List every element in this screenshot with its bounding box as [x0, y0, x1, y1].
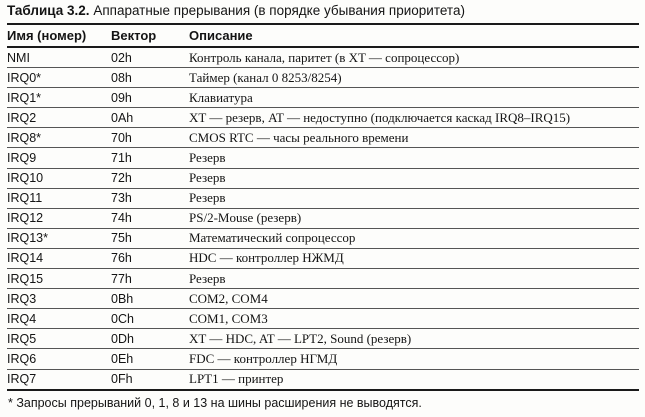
cell-name: IRQ4: [7, 309, 111, 329]
table-row: [7, 289, 639, 309]
table-row: [7, 68, 639, 88]
cell-name: IRQ7: [7, 369, 111, 390]
cell-name: IRQ5: [7, 329, 111, 349]
cell-description: XT — HDC, AT — LPT2, Sound (резерв): [189, 329, 639, 349]
cell-description: PS/2-Mouse (резерв): [189, 208, 639, 228]
cell-name: IRQ6: [7, 349, 111, 369]
cell-vector: 72h: [111, 168, 189, 188]
cell-description: COM1, COM3: [189, 309, 639, 329]
table-row: [7, 128, 639, 148]
table-row: [7, 88, 639, 108]
cell-vector: 02h: [111, 47, 189, 68]
cell-name: IRQ3: [7, 289, 111, 309]
cell-name: IRQ2: [7, 108, 111, 128]
cell-vector: 0Eh: [111, 349, 189, 369]
cell-name: IRQ14: [7, 248, 111, 268]
table-footnote: * Запросы прерываний 0, 1, 8 и 13 на шины расширения не выводятся.: [8, 396, 422, 410]
table-caption: [7, 3, 465, 18]
cell-name: IRQ1*: [7, 88, 111, 108]
cell-vector: 0Bh: [111, 289, 189, 309]
cell-vector: 0Ah: [111, 108, 189, 128]
cell-name: IRQ10: [7, 168, 111, 188]
cell-vector: 75h: [111, 228, 189, 248]
cell-vector: 09h: [111, 88, 189, 108]
cell-description: Резерв: [189, 168, 639, 188]
table-row: [7, 369, 639, 390]
cell-vector: 0Fh: [111, 369, 189, 390]
cell-description: Таймер (канал 0 8253/8254): [189, 68, 639, 88]
cell-vector: 0Ch: [111, 309, 189, 329]
table-row: [7, 349, 639, 369]
cell-vector: 0Dh: [111, 329, 189, 349]
cell-vector: 76h: [111, 248, 189, 268]
table-row: [7, 228, 639, 248]
cell-description: COM2, COM4: [189, 289, 639, 309]
cell-description: Контроль канала, паритет (в XT — сопроцессор): [189, 47, 639, 68]
table-row: [7, 148, 639, 168]
table-row: [7, 108, 639, 128]
header-name: Имя (номер): [7, 24, 111, 47]
cell-name: IRQ8*: [7, 128, 111, 148]
header-vector: Вектор: [111, 24, 189, 47]
cell-description: FDC — контроллер НГМД: [189, 349, 639, 369]
cell-vector: 77h: [111, 269, 189, 289]
table-header-row: [7, 24, 639, 47]
header-description: Описание: [189, 24, 639, 47]
cell-description: HDC — контроллер НЖМД: [189, 248, 639, 268]
cell-description: Резерв: [189, 269, 639, 289]
interrupts-table: [7, 23, 639, 391]
cell-name: NMI: [7, 47, 111, 68]
cell-name: IRQ12: [7, 208, 111, 228]
cell-description: Резерв: [189, 188, 639, 208]
cell-description: CMOS RTC — часы реального времени: [189, 128, 639, 148]
table-row: [7, 47, 639, 68]
table-row: [7, 188, 639, 208]
cell-description: Клавиатура: [189, 88, 639, 108]
cell-description: LPT1 — принтер: [189, 369, 639, 390]
cell-name: IRQ0*: [7, 68, 111, 88]
cell-name: IRQ13*: [7, 228, 111, 248]
cell-vector: 70h: [111, 128, 189, 148]
table-row: [7, 168, 639, 188]
cell-description: Математический сопроцессор: [189, 228, 639, 248]
cell-vector: 71h: [111, 148, 189, 168]
cell-vector: 73h: [111, 188, 189, 208]
table-row: [7, 329, 639, 349]
table-row: [7, 269, 639, 289]
cell-name: IRQ15: [7, 269, 111, 289]
cell-description: Резерв: [189, 148, 639, 168]
table-row: [7, 208, 639, 228]
table-body: [7, 47, 639, 390]
table-row: [7, 248, 639, 268]
caption-text: Аппаратные прерывания (в порядке убывания приоритета): [93, 3, 465, 18]
cell-vector: 08h: [111, 68, 189, 88]
cell-name: IRQ9: [7, 148, 111, 168]
cell-name: IRQ11: [7, 188, 111, 208]
caption-label: Таблица 3.2.: [7, 3, 90, 18]
cell-description: XT — резерв, AT — недоступно (подключается каскад IRQ8–IRQ15): [189, 108, 639, 128]
cell-vector: 74h: [111, 208, 189, 228]
table-row: [7, 309, 639, 329]
